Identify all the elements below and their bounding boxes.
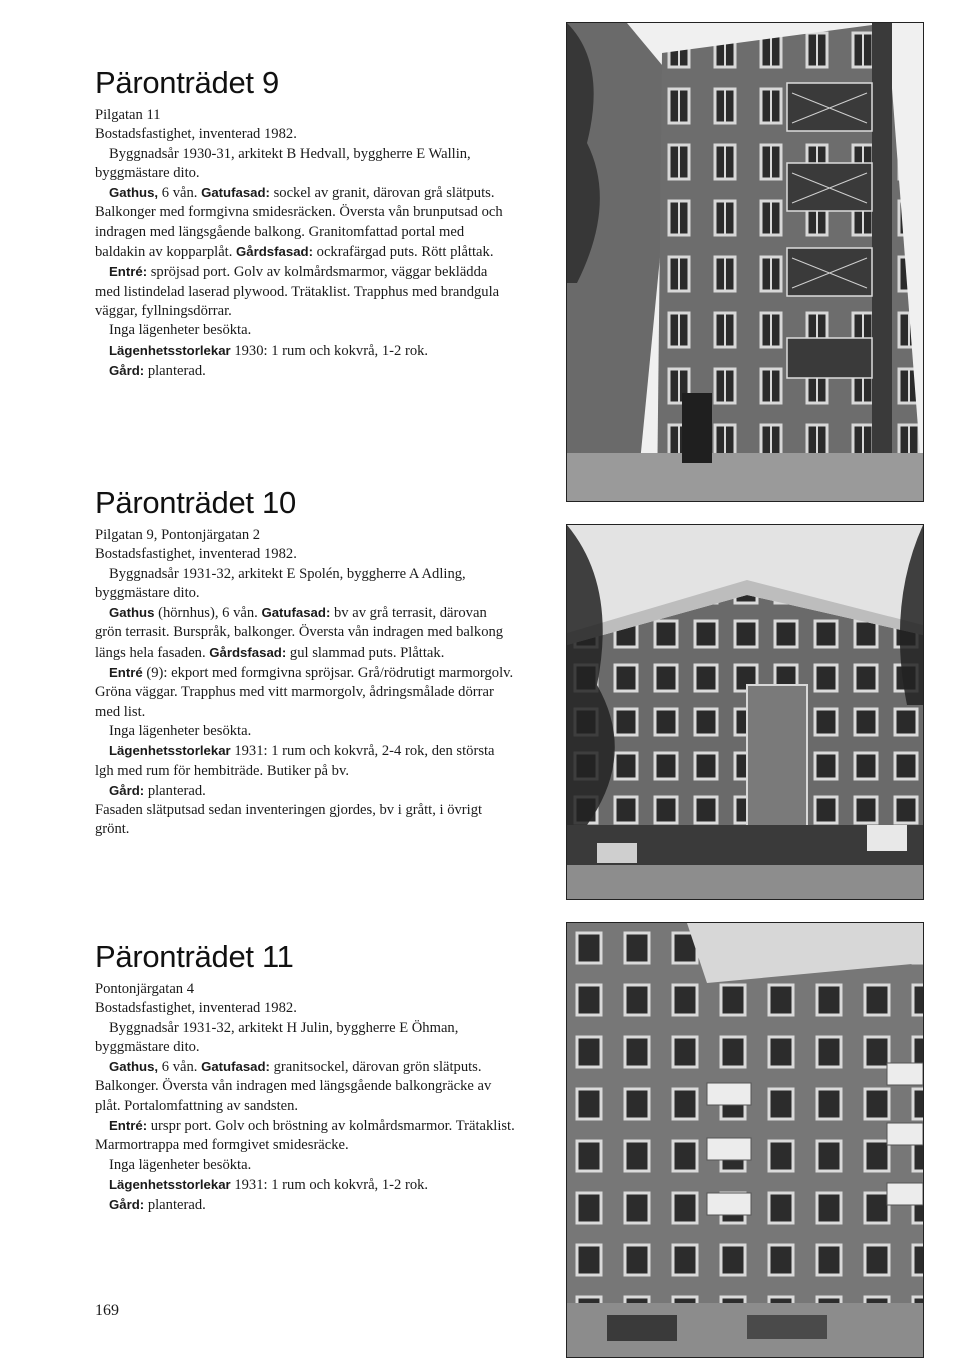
entre-text: urspr port. Golv och bröstning av kolmårdsmarmor. Trätaklist. Marmortrappa med formgivet smidesräcke.: [95, 1118, 515, 1154]
entre-text: (9): ekport med formgivna spröjsar. Grå/rödrutigt marmorgolv. Gröna väggar. Trapphus med vitt marmorgolv, ådringsmålade dörrar med list.: [95, 665, 514, 720]
entry-gard: [95, 1195, 515, 1215]
entry-inga: Inga lägenheter besökta.: [109, 1156, 252, 1173]
entry-address: Pontonjärgatan 4: [95, 981, 195, 997]
gardsfasad-label: Gårdsfasad:: [236, 244, 313, 260]
gathus-text: 6 vån.: [158, 185, 202, 202]
entry-gard: [95, 361, 515, 381]
gathus-label: Gathus,: [109, 1059, 159, 1075]
gard-text: planterad.: [144, 1197, 206, 1214]
entry-paronträdet-9: [95, 66, 515, 381]
gathus-text: 6 vån.: [158, 1059, 202, 1076]
entry-facade: [95, 1057, 515, 1116]
entre-label: Entré:: [109, 264, 148, 280]
entry-gard: [95, 781, 515, 801]
entry-lagenheter: [95, 1175, 515, 1195]
gatufasad-text: sockel av granit, därovan grå slätputs. Balkonger med formgivna smidesräcken. Översta vån brunputsad och indragen med längsgående balkong. Granitomfattad portal med baldakin av kopparplåt.: [95, 185, 503, 261]
entre-text: spröjsad port. Golv av kolmårdsmarmor, väggar beklädda med listindelad laserad plywood. Trätaklist. Trapphus med brandgula väggar, fyllningsdörrar.: [95, 264, 500, 319]
lagenhetsstorlekar-label: Lägenhetsstorlekar: [109, 342, 231, 358]
entry-address: Pilgatan 9, Pontonjärgatan 2: [95, 527, 261, 543]
entry-title: Päronträdet 9: [95, 65, 279, 100]
entry-property: Bostadsfastighet, inventerad 1982.: [95, 546, 297, 563]
entry-paronträdet-10: [95, 486, 515, 840]
gatufasad-text: bv av grå terrasit, därovan grön terrasit. Burspråk, balkonger. Översta vån indragen med balkong längs hela fasaden.: [95, 605, 504, 661]
gard-label: Gård:: [109, 362, 145, 378]
lagenhetsstorlekar-text: 1930: 1 rum och kokvrå, 1-2 rok.: [230, 342, 429, 359]
gatufasad-label: Gatufasad:: [201, 185, 270, 201]
entre-label: Entré: [109, 665, 143, 681]
gatufasad-label: Gatufasad:: [261, 605, 331, 621]
entry-entre: [95, 262, 515, 321]
page-number: 169: [95, 1302, 119, 1319]
building-photo-3: [566, 922, 924, 1358]
lagenhetsstorlekar-label: Lägenhetsstorlekar: [109, 1176, 231, 1192]
entry-address: Pilgatan 11: [95, 107, 161, 123]
gard-label: Gård:: [109, 1197, 145, 1213]
lagenhetsstorlekar-text: 1931: 1 rum och kokvrå, 1-2 rok.: [230, 1176, 429, 1193]
entry-year-architect: Byggnadsår 1931-32, arkitekt H Julin, byggherre E Öhman, byggmästare dito.: [95, 1019, 459, 1055]
entry-paronträdet-11: [95, 940, 515, 1216]
entry-inga: Inga lägenheter besökta.: [109, 722, 252, 739]
gatufasad-text: granitsockel, därovan grön slätputs. Balkonger. Översta vån indragen med längsgående balkongräcke av plåt. Portalomfattning av sandsten.: [95, 1059, 492, 1114]
gatufasad-label: Gatufasad:: [201, 1059, 270, 1075]
building-photo-1: [566, 22, 924, 502]
gard-label: Gård:: [109, 782, 145, 798]
gardsfasad-label: Gårdsfasad:: [209, 644, 287, 660]
entry-title: Päronträdet 10: [95, 485, 296, 520]
lagenhetsstorlekar-text: 1931: 1 rum och kokvrå, 2-4 rok, den största lgh med rum för hembiträde. Butiker på bv.: [95, 743, 495, 779]
gathus-label: Gathus: [109, 605, 155, 621]
gardsfasad-text: gul slammad puts. Plåttak.: [286, 644, 445, 661]
gathus-label: Gathus,: [109, 185, 159, 201]
entry-property: Bostadsfastighet, inventerad 1982.: [95, 126, 297, 143]
entry-year-architect: Byggnadsår 1930-31, arkitekt B Hedvall, byggherre E Wallin, byggmästare dito.: [95, 145, 471, 181]
entry-inga: Inga lägenheter besökta.: [109, 322, 252, 339]
gard-text: planterad.: [144, 362, 206, 379]
gathus-text: (hörnhus), 6 vån.: [154, 605, 262, 622]
entry-title: Päronträdet 11: [95, 939, 294, 974]
entry-year-architect: Byggnadsår 1931-32, arkitekt E Spolén, byggherre A Adling, byggmästare dito.: [95, 565, 466, 601]
lagenhetsstorlekar-label: Lägenhetsstorlekar: [109, 743, 231, 759]
entry-facade: [95, 603, 515, 663]
entry-entre: [95, 663, 515, 722]
entry-entre: [95, 1116, 515, 1156]
gard-text: planterad.: [144, 782, 206, 799]
entry-facade: [95, 183, 515, 262]
entry-lagenheter: [95, 741, 515, 781]
building-photo-2: [566, 524, 924, 900]
entre-label: Entré:: [109, 1118, 148, 1134]
entry-property: Bostadsfastighet, inventerad 1982.: [95, 1000, 297, 1017]
entry-lagenheter: [95, 341, 515, 361]
gardsfasad-text: ockrafärgad puts. Rött plåttak.: [313, 244, 494, 261]
entry-note: Fasaden slätputsad sedan inventeringen gjordes, bv i grått, i övrigt grönt.: [95, 802, 483, 838]
